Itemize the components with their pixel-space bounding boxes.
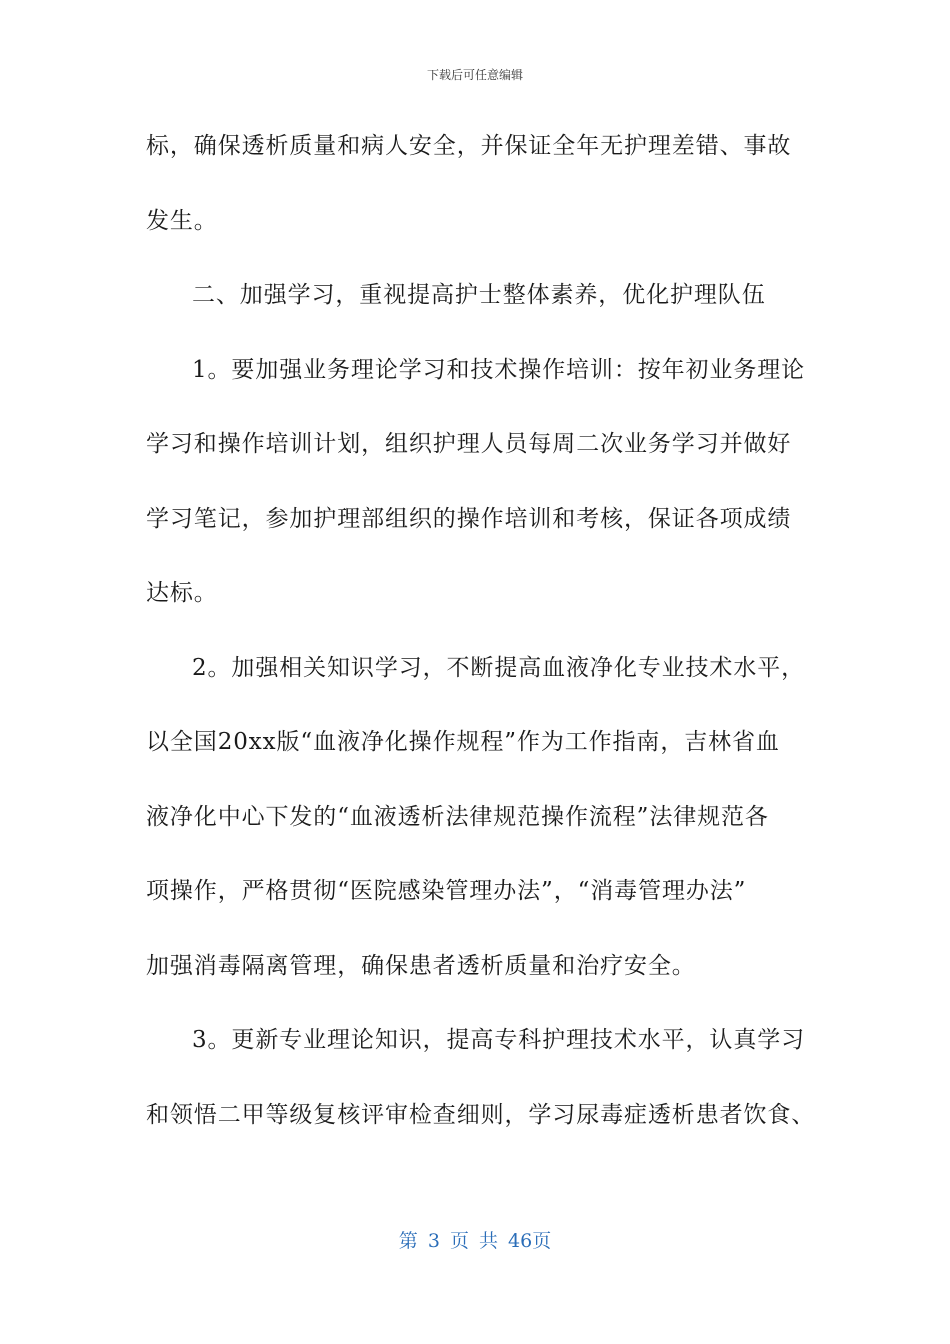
text-line: 3。更新专业理论知识，提高专科护理技术水平，认真学习 <box>192 1027 806 1053</box>
text-line: 1。要加强业务理论学习和技术操作培训：按年初业务理论 <box>192 356 806 383</box>
text-line: 以全国20xx版“血液净化操作规程”作为工作指南，吉林省血 <box>146 729 780 755</box>
page-header: 下载后可任意编辑 <box>426 68 523 82</box>
text-line: 加强消毒隔离管理，确保患者透析质量和治疗安全。 <box>146 952 696 979</box>
text-line: 和领悟二甲等级复核评审检查细则，学习尿毒症透析患者饮食、 <box>146 1101 816 1128</box>
section-heading: 二、加强学习，重视提高护士整体素养，优化护理队伍 <box>192 282 766 308</box>
document-body <box>146 126 816 1169</box>
text-line: 项操作，严格贯彻“医院感染管理办法”，“消毒管理办法” <box>146 878 747 904</box>
text-line: 学习和操作培训计划，组织护理人员每周二次业务学习并做好 <box>146 431 792 457</box>
text-line: 达标。 <box>146 580 218 606</box>
text-line: 标，确保透析质量和病人安全，并保证全年无护理差错、事故 <box>146 133 792 159</box>
text-line: 学习笔记，参加护理部组织的操作培训和考核，保证各项成绩 <box>146 505 792 532</box>
text-line: 液净化中心下发的“血液透析法律规范操作流程”法律规范各 <box>146 803 769 830</box>
text-line: 发生。 <box>146 207 218 234</box>
page-number: 第 3 页 共 46页 <box>398 1230 552 1252</box>
text-line: 2。加强相关知识学习，不断提高血液净化专业技术水平， <box>192 654 806 681</box>
